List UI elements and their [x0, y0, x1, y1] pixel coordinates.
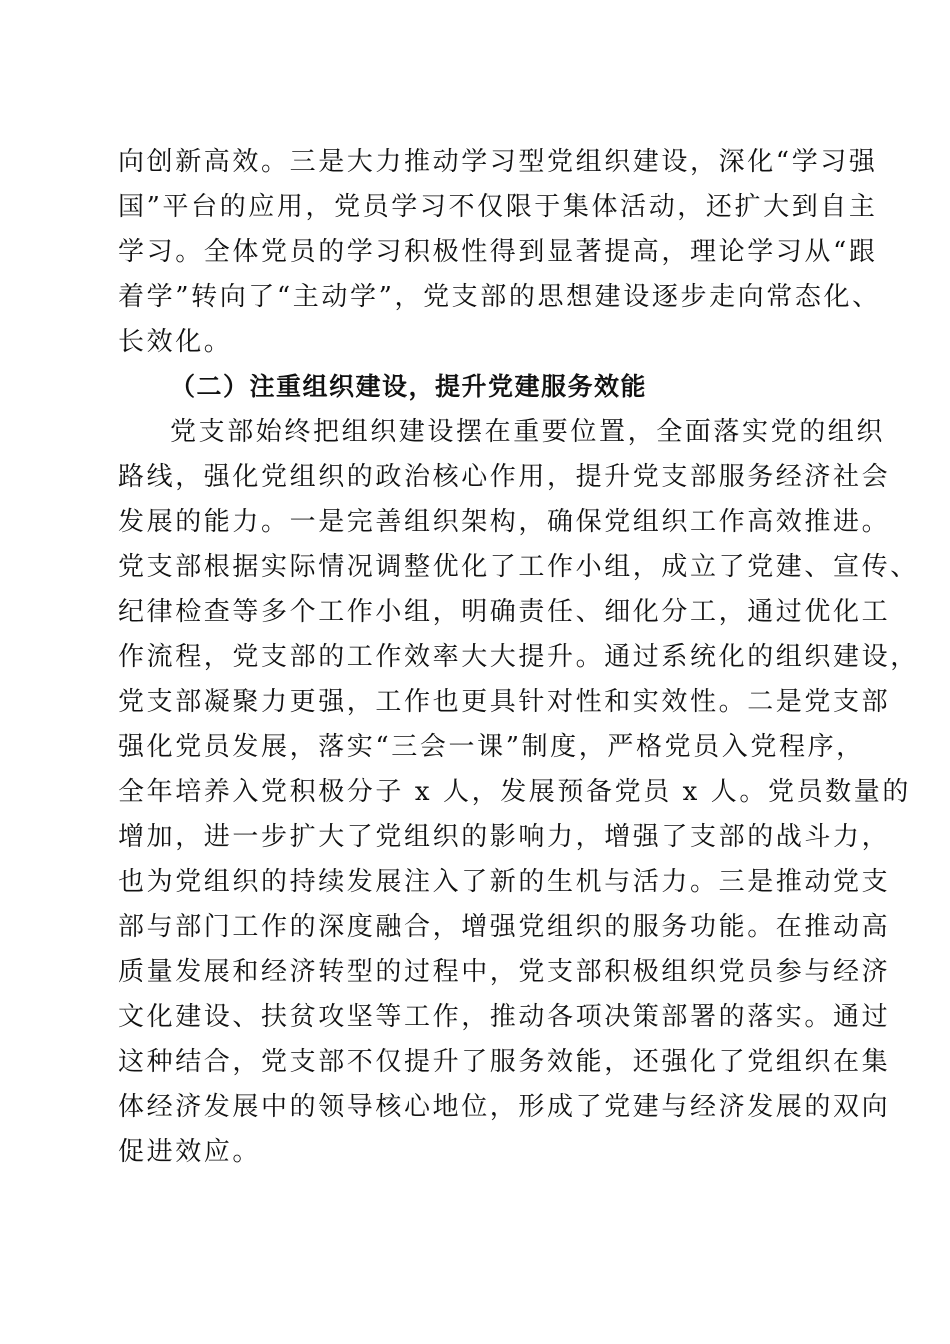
paragraph-2-line-1: 党支部始终把组织建设摆在重要位置，全面落实党的组织 — [170, 417, 886, 447]
paragraph-2-line-4: 党支部根据实际情况调整优化了工作小组，成立了党建、宣传、 — [118, 552, 919, 582]
paragraph-2-line-5: 纪律检查等多个工作小组，明确责任、细化分工，通过优化工 — [118, 597, 891, 627]
paragraph-2-line-14: 文化建设、扶贫攻坚等工作，推动各项决策部署的落实。通过 — [118, 1002, 891, 1032]
paragraph-2-line-2: 路线，强化党组织的政治核心作用，提升党支部服务经济社会 — [118, 462, 891, 492]
paragraph-1-line-2: 国”平台的应用，党员学习不仅限于集体活动，还扩大到自主 — [118, 192, 878, 222]
paragraph-2-line-10: 增加，进一步扩大了党组织的影响力，增强了支部的战斗力， — [118, 822, 891, 852]
paragraph-2-line-17: 促进效应。 — [118, 1137, 262, 1167]
paragraph-2-line-13: 质量发展和经济转型的过程中，党支部积极组织党员参与经济 — [118, 957, 891, 987]
paragraph-2-line-9: 全年培养入党积极分子 x 人，发展预备党员 x 人。党员数量的 — [118, 777, 911, 807]
paragraph-2-line-12: 部与部门工作的深度融合，增强党组织的服务功能。在推动高 — [118, 912, 891, 942]
paragraph-2-line-3: 发展的能力。一是完善组织架构，确保党组织工作高效推进。 — [118, 507, 891, 537]
paragraph-2-line-6: 作流程，党支部的工作效率大大提升。通过系统化的组织建设， — [118, 642, 919, 672]
paragraph-2-line-16: 体经济发展中的领导核心地位，形成了党建与经济发展的双向 — [118, 1092, 891, 1122]
paragraph-1-line-3: 学习。全体党员的学习积极性得到显著提高，理论学习从“跟 — [118, 237, 878, 267]
paragraph-2-line-15: 这种结合，党支部不仅提升了服务效能，还强化了党组织在集 — [118, 1047, 891, 1077]
paragraph-1-line-5: 长效化。 — [118, 327, 233, 357]
paragraph-1-line-1: 向创新高效。三是大力推动学习型党组织建设，深化“学习强 — [118, 147, 878, 177]
paragraph-2-line-7: 党支部凝聚力更强，工作也更具针对性和实效性。二是党支部 — [118, 687, 891, 717]
paragraph-2-line-8: 强化党员发展，落实“三会一课”制度，严格党员入党程序， — [118, 732, 865, 762]
section-heading: （二）注重组织建设，提升党建服务效能 — [170, 372, 648, 401]
paragraph-1-line-4: 着学”转向了“主动学”，党支部的思想建设逐步走向常态化、 — [118, 282, 881, 312]
paragraph-2-line-11: 也为党组织的持续发展注入了新的生机与活力。三是推动党支 — [118, 867, 891, 897]
